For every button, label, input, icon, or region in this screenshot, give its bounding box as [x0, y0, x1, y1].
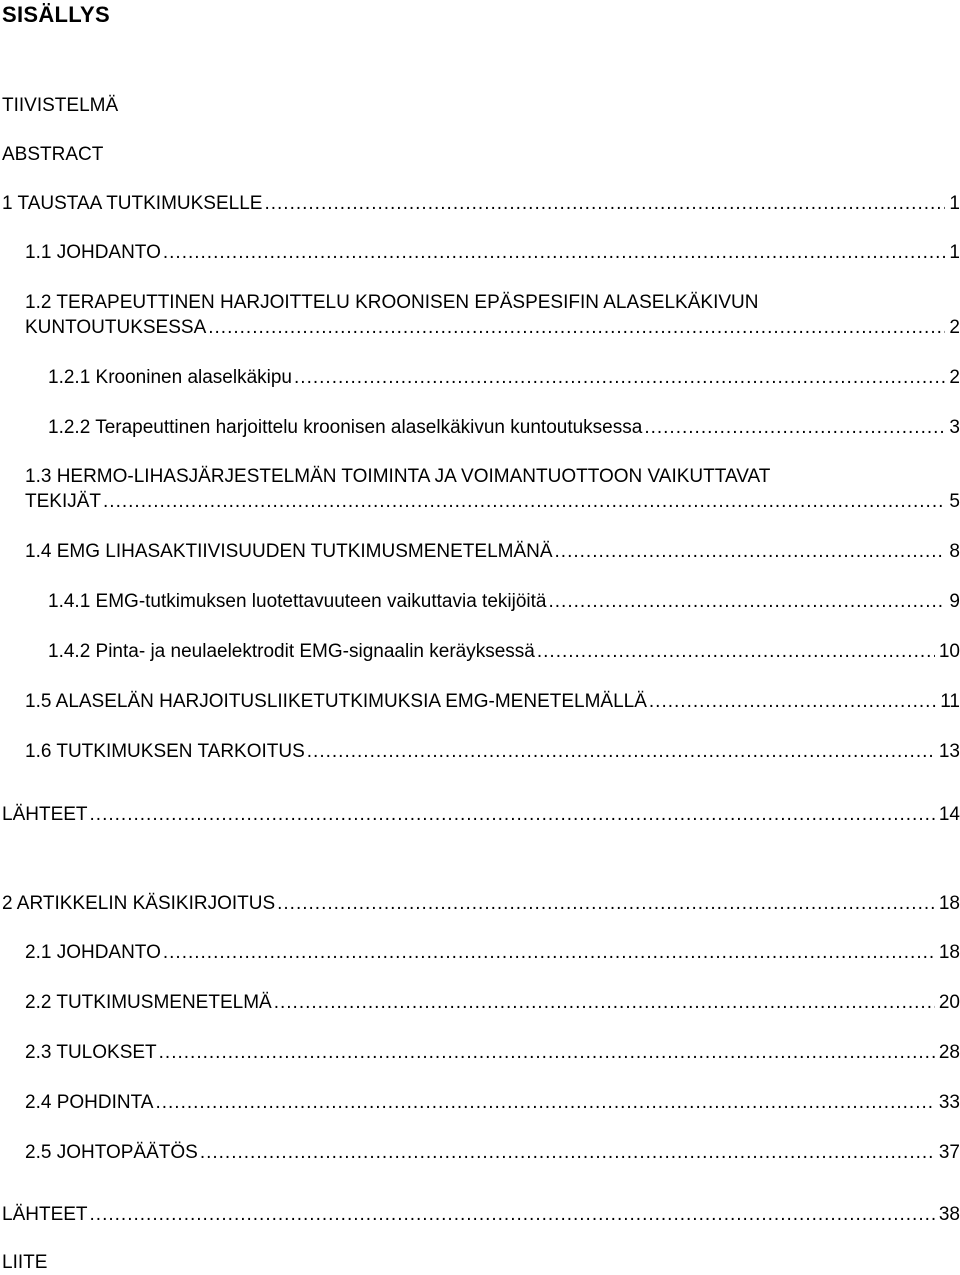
- toc-entry-label: 1.2.2 Terapeuttinen harjoittelu kroonisen alaselkäkivun kuntoutuksessa: [48, 417, 643, 438]
- toc-entry-label: LÄHTEET: [2, 1204, 88, 1225]
- toc-heading: SISÄLLYS: [2, 2, 110, 27]
- toc-entry-label: 1.4 EMG LIHASAKTIIVISUUDEN TUTKIMUSMENETELMÄNÄ: [25, 541, 553, 562]
- toc-page-number: 11: [940, 691, 960, 712]
- toc-leader: [159, 1041, 935, 1065]
- toc-leader: [264, 192, 945, 216]
- toc-entry-label: 1.4.2 Pinta- ja neulaelektrodit EMG-signaalin keräyksessä: [48, 641, 535, 662]
- toc-leader: [294, 366, 945, 390]
- toc-entry-label: 1 TAUSTAA TUTKIMUKSELLE: [2, 193, 263, 214]
- toc-leader: [163, 941, 935, 965]
- toc-leader: [274, 991, 935, 1015]
- toc-leader: [644, 416, 945, 440]
- toc-entry-label: LÄHTEET: [2, 804, 88, 825]
- toc-entry-references-2[interactable]: [2, 1203, 960, 1227]
- toc-leader: [200, 1141, 935, 1165]
- toc-entry-label: 1.1 JOHDANTO: [25, 242, 161, 263]
- toc-entry-label: 2 ARTIKKELIN KÄSIKIRJOITUS: [2, 893, 276, 914]
- toc-page-number: 13: [938, 741, 960, 762]
- toc-leader: [90, 803, 935, 827]
- toc-page-number: 2: [949, 367, 960, 388]
- toc-page-number: 37: [938, 1142, 960, 1163]
- toc-page-number: 18: [938, 893, 960, 914]
- toc-entry-abstract-en[interactable]: ABSTRACT: [2, 144, 104, 165]
- toc-page-number: 33: [938, 1092, 960, 1113]
- toc-page-number: 20: [938, 992, 960, 1013]
- toc-entry-label: 1.2.1 Krooninen alaselkäkipu: [48, 367, 293, 388]
- toc-page-number: 1: [949, 193, 960, 214]
- toc-entry-1-2[interactable]: [25, 316, 960, 340]
- toc-entry-abstract-fi[interactable]: TIIVISTELMÄ: [2, 95, 119, 116]
- toc-entry-1-4-2[interactable]: [48, 640, 960, 664]
- toc-entry-label: 1.6 TUTKIMUKSEN TARKOITUS: [25, 741, 305, 762]
- toc-page-number: 9: [949, 591, 960, 612]
- toc-entry-1-3[interactable]: [25, 490, 960, 514]
- toc-entry-label: 1.4.1 EMG-tutkimuksen luotettavuuteen vaikuttavia tekijöitä: [48, 591, 547, 612]
- toc-entry-label: TEKIJÄT: [25, 491, 102, 512]
- toc-leader: [307, 740, 935, 764]
- toc-leader: [555, 540, 946, 564]
- toc-leader: [103, 490, 945, 514]
- toc-entry-1-2-2[interactable]: [48, 416, 960, 440]
- toc-entry-1-4[interactable]: [25, 540, 960, 564]
- toc-leader: [537, 640, 935, 664]
- toc-leader: [208, 316, 945, 340]
- toc-page-number: 2: [949, 317, 960, 338]
- toc-leader: [649, 690, 936, 714]
- toc-leader: [90, 1203, 935, 1227]
- toc-entry-2-4[interactable]: [25, 1091, 960, 1115]
- toc-entry-2-3[interactable]: [25, 1041, 960, 1065]
- toc-page-number: 10: [938, 641, 960, 662]
- toc-entry-2-2[interactable]: [25, 991, 960, 1015]
- toc-entry-2-5[interactable]: [25, 1141, 960, 1165]
- toc-leader: [277, 892, 935, 916]
- toc-page-number: 18: [938, 942, 960, 963]
- toc-entry-1-1[interactable]: [25, 241, 960, 265]
- toc-entry-1-2-1[interactable]: [48, 366, 960, 390]
- toc-entry-label: KUNTOUTUKSESSA: [25, 317, 207, 338]
- toc-leader: [155, 1091, 934, 1115]
- toc-entry-1-5[interactable]: [25, 690, 960, 714]
- toc-entry-references-1[interactable]: [2, 803, 960, 827]
- toc-entry-label: 2.5 JOHTOPÄÄTÖS: [25, 1142, 198, 1163]
- toc-entry-1-3-line1[interactable]: 1.3 HERMO-LIHASJÄRJESTELMÄN TOIMINTA JA VOIMANTUOTTOON VAIKUTTAVAT: [25, 466, 771, 487]
- toc-page-number: 28: [938, 1042, 960, 1063]
- toc-entry-label: 1.5 ALASELÄN HARJOITUSLIIKETUTKIMUKSIA EMG-MENETELMÄLLÄ: [25, 691, 647, 712]
- toc-entry-label: 2.4 POHDINTA: [25, 1092, 154, 1113]
- toc-entry-1-4-1[interactable]: [48, 590, 960, 614]
- toc-entry-1-6[interactable]: [25, 740, 960, 764]
- toc-page-number: 3: [949, 417, 960, 438]
- toc-entry-label: 2.3 TULOKSET: [25, 1042, 157, 1063]
- toc-entry-label: 2.1 JOHDANTO: [25, 942, 161, 963]
- toc-page-number: 1: [949, 242, 960, 263]
- toc-entry-1[interactable]: [2, 192, 960, 216]
- toc-entry-appendix[interactable]: LIITE: [2, 1252, 48, 1273]
- toc-entry-label: 2.2 TUTKIMUSMENETELMÄ: [25, 992, 272, 1013]
- toc-entry-1-2-line1[interactable]: 1.2 TERAPEUTTINEN HARJOITTELU KROONISEN EPÄSPESIFIN ALASELKÄKIVUN: [25, 292, 759, 313]
- toc-leader: [163, 241, 946, 265]
- toc-page-number: 38: [938, 1204, 960, 1225]
- toc-leader: [548, 590, 945, 614]
- toc-entry-2[interactable]: [2, 892, 960, 916]
- toc-page-number: 14: [938, 804, 960, 825]
- toc-page-number: 8: [949, 541, 960, 562]
- toc-page-number: 5: [949, 491, 960, 512]
- toc-entry-2-1[interactable]: [25, 941, 960, 965]
